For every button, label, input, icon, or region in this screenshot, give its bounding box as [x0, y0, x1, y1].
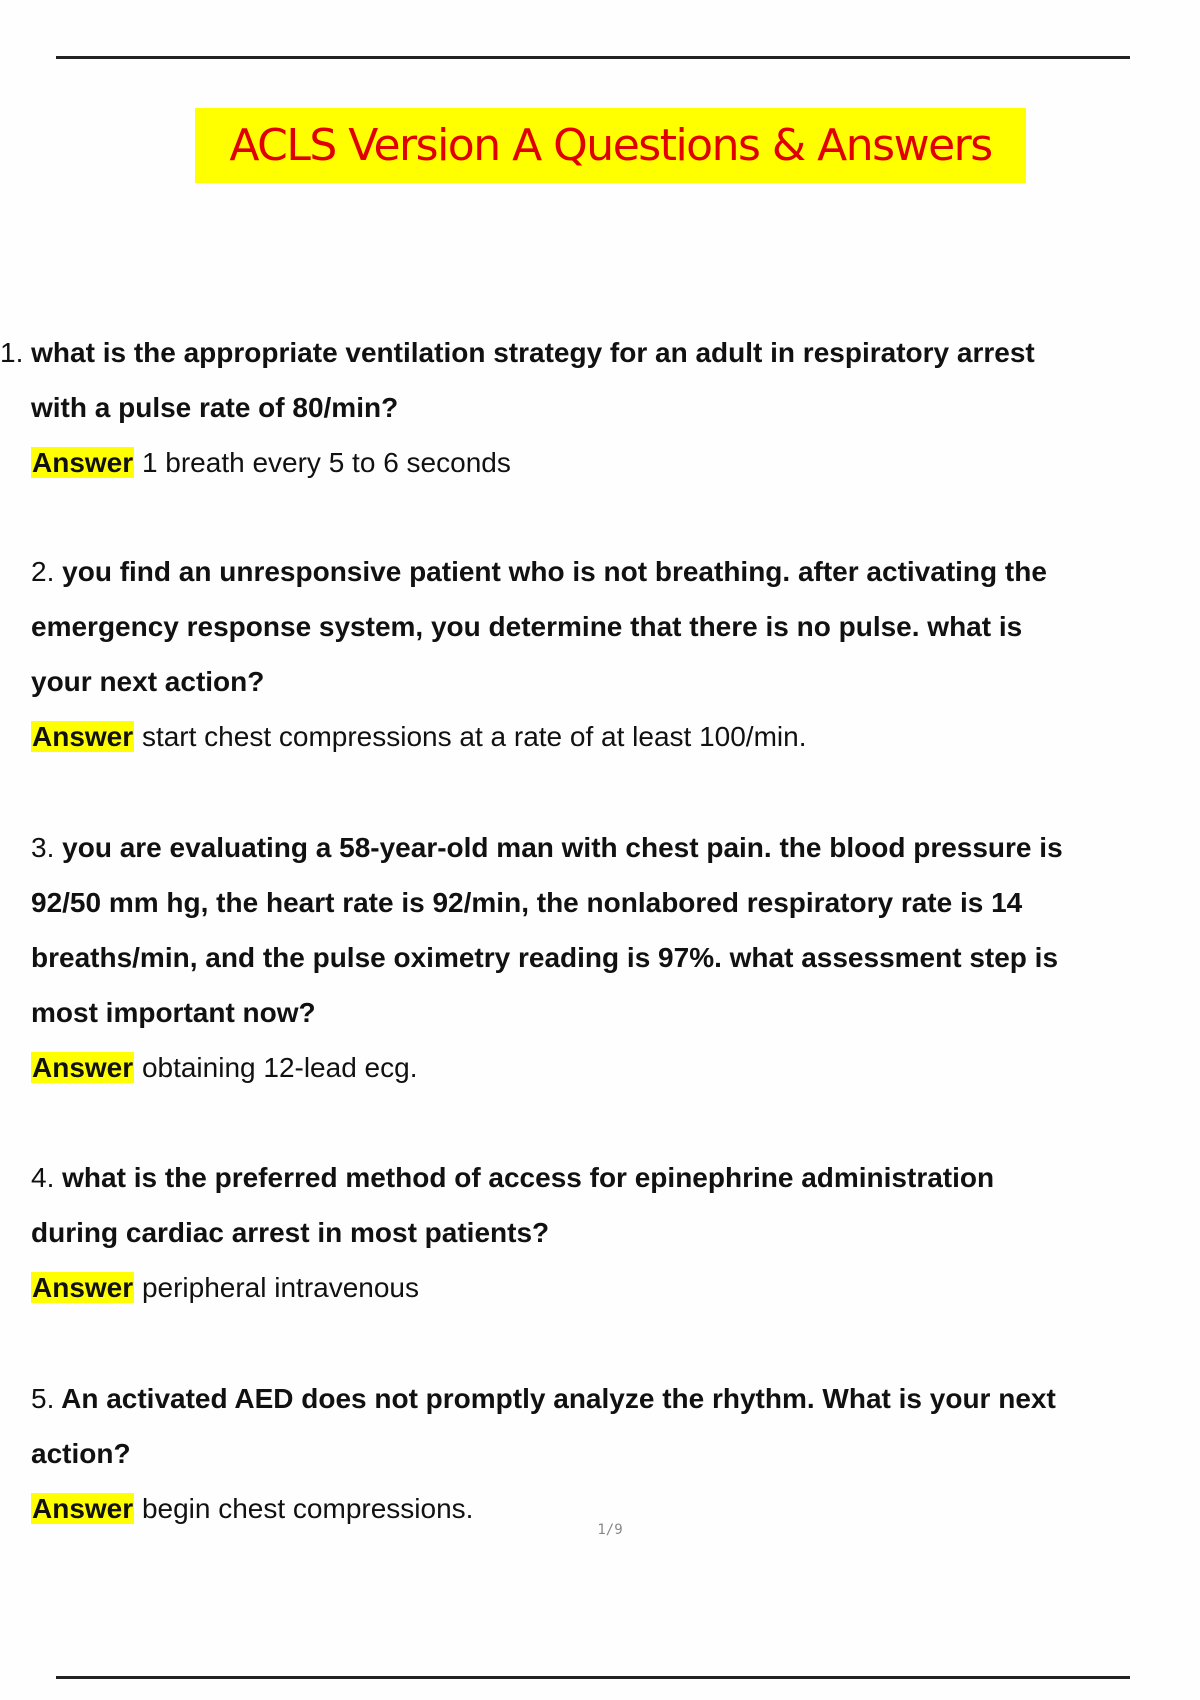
title-highlight [195, 108, 1026, 183]
question-item [31, 820, 1063, 1095]
question-line [31, 544, 1047, 599]
answer-text: 1 breath every 5 to 6 seconds [141, 447, 511, 478]
answer-label: Answer [32, 1272, 134, 1303]
answer-line [31, 1040, 1063, 1095]
question-number: 1. [0, 337, 24, 368]
question-line [31, 1205, 994, 1260]
question-line [31, 930, 1063, 985]
question-text: what is the preferred method of access for epinephrine administration [62, 1162, 995, 1193]
answer-label: Answer [32, 447, 134, 478]
question-line [31, 1426, 1056, 1481]
answer-line [31, 709, 1047, 764]
question-line [31, 599, 1047, 654]
question-line [31, 1150, 994, 1205]
answer-line [31, 1260, 994, 1315]
question-text: with a pulse rate of 80/min? [31, 392, 399, 423]
question-item [31, 1150, 994, 1315]
page-number: 1/9 [597, 1522, 623, 1538]
question-text: you find an unresponsive patient who is not breathing. after activating the [62, 556, 1047, 587]
question-text: action? [31, 1438, 131, 1469]
question-number: 5. [31, 1383, 55, 1414]
question-line [31, 820, 1063, 875]
question-item [31, 544, 1047, 764]
answer-text: start chest compressions at a rate of at least 100/min. [141, 721, 807, 752]
footer-rule [56, 1676, 1130, 1679]
question-text: breaths/min, and the pulse oximetry reading is 97%. what assessment step is [31, 942, 1059, 973]
answer-text: begin chest compressions. [141, 1493, 474, 1524]
question-number: 2. [31, 556, 55, 587]
question-line [31, 654, 1047, 709]
question-text: you are evaluating a 58-year-old man with chest pain. the blood pressure is [62, 832, 1063, 863]
answer-line [0, 435, 1035, 490]
question-item [0, 325, 1035, 490]
question-text: what is the appropriate ventilation strategy for an adult in respiratory arrest [31, 337, 1035, 368]
question-line [31, 875, 1063, 930]
question-text: emergency response system, you determine that there is no pulse. what is [31, 611, 1023, 642]
question-text: during cardiac arrest in most patients? [31, 1217, 550, 1248]
question-line [31, 1371, 1056, 1426]
answer-label: Answer [32, 721, 134, 752]
question-item [31, 1371, 1056, 1536]
answer-label: Answer [32, 1493, 134, 1524]
question-number: 4. [31, 1162, 55, 1193]
header-rule [56, 56, 1130, 59]
question-text: your next action? [31, 666, 265, 697]
answer-text: peripheral intravenous [141, 1272, 419, 1303]
question-text: An activated AED does not promptly analyze the rhythm. What is your next [61, 1383, 1056, 1414]
question-text: most important now? [31, 997, 316, 1028]
answer-label: Answer [32, 1052, 134, 1083]
question-line [0, 380, 1035, 435]
document-title: ACLS Version A Questions & Answers [229, 120, 992, 171]
answer-text: obtaining 12-lead ecg. [141, 1052, 418, 1083]
question-line [0, 325, 1035, 380]
question-number: 3. [31, 832, 55, 863]
question-text: 92/50 mm hg, the heart rate is 92/min, the nonlabored respiratory rate is 14 [31, 887, 1023, 918]
question-line [31, 985, 1063, 1040]
